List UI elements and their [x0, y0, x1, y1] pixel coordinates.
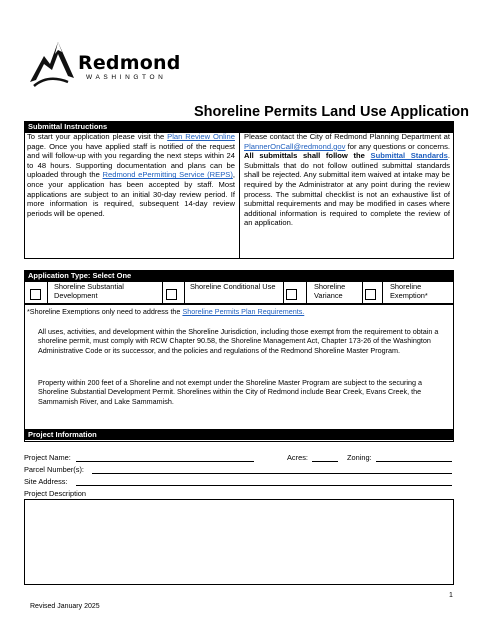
acres-label: Acres: [287, 453, 308, 462]
project-name-field[interactable] [76, 461, 254, 462]
submittal-header-text: Submittal Instructions [28, 122, 108, 131]
checkbox-substantial-development[interactable] [30, 289, 41, 300]
redmond-logo [28, 36, 181, 88]
address-field[interactable] [76, 485, 452, 486]
parcel-field[interactable] [92, 473, 452, 474]
jurisdiction-paragraph: All uses, activities, and development within the Shoreline Jurisdiction, including those exempt from the requirement to obtain a shoreline permit, must comply with RCW Chapter 90.58, the Shoreline Management Act, Chapter 173-26 of the Washington Administrative Code or its successor, and the policies and regulations of the Redmond Shoreline Master Program. [38, 327, 439, 355]
exemption-note: *Shoreline Exemptions only need to address the Shoreline Permits Plan Requirements. [27, 307, 305, 316]
property-paragraph: Property within 200 feet of a Shoreline and not exempt under the Shoreline Master Program are subject to the securing a Shoreline Substantial Development Permit. Shorelines within the City of Redmond include Bear Creek, Evans Creek, the Sammamish River, and Lake Sammamish. [38, 378, 422, 406]
reps-link[interactable]: Redmond ePermitting Service (REPS) [102, 170, 233, 180]
submittal-standards-link[interactable]: Submittal Standards [370, 151, 448, 161]
project-info-header-text: Project Information [28, 430, 97, 439]
submittal-left-text: To start your application please visit the Plan Review Online page. Once you have applied staff is notified of the request and will follow-up with you regarding the next steps within 24 to 48 hours. Supporting documentation and plans can be uploaded through the Redmond ePermitting Service (REPS), once your application has been accepted by staff. Most applications are subject to an initial 30-day review period. If more information is required, subsequent 14-day review periods will be opened. [27, 132, 235, 218]
logo-wordmark: Redmond [78, 52, 181, 74]
planner-email-link[interactable]: PlannerOnCall@redmond.gov [244, 141, 346, 151]
project-description-label: Project Description [24, 489, 87, 498]
shoreline-info-box [24, 304, 454, 442]
address-label: Site Address: [24, 477, 68, 486]
option-conditional-use: Shoreline Conditional Use [190, 282, 276, 291]
acres-field[interactable] [312, 461, 338, 462]
submittal-header [24, 121, 454, 132]
plan-requirements-link[interactable]: Shoreline Permits Plan Requirements. [182, 307, 305, 316]
project-description-box[interactable] [24, 499, 454, 585]
logo-subtitle: WASHINGTON [86, 74, 167, 81]
submittal-section [24, 121, 454, 259]
application-type-header [24, 270, 454, 281]
option-substantial-development: Shoreline Substantial Development [54, 282, 124, 301]
submittal-right-text: Please contact the City of Redmond Planning Department at PlannerOnCall@redmond.gov for any questions or concerns. All submittals shall follow the Submittal Standards. Submittals that do not follow outlined submittal standards shall be rejected. Any submittal item waived at intake may be required by the Administrator at any point during the review process. The submittal checklist is not an exhaustive list of submittal requirements and may be modified in cases where additional information is required to complete the review of an application. [244, 132, 450, 228]
revised-date: Revised January 2025 [30, 603, 100, 610]
zoning-label: Zoning: [347, 453, 372, 462]
checkbox-variance[interactable] [286, 289, 297, 300]
application-type-header-text: Application Type: Select One [28, 271, 132, 280]
plan-review-link[interactable]: Plan Review Online [167, 132, 235, 141]
page-title: Shoreline Permits Land Use Application [194, 104, 470, 120]
checkbox-conditional-use[interactable] [166, 289, 177, 300]
project-info-header [24, 429, 454, 440]
option-variance: Shoreline Variance [314, 282, 346, 301]
project-name-label: Project Name: [24, 453, 71, 462]
submittal-divider [239, 132, 240, 259]
zoning-field[interactable] [376, 461, 452, 462]
option-exemption: Shoreline Exemption* [390, 282, 428, 301]
page-number: 1 [449, 592, 453, 599]
parcel-label: Parcel Number(s): [24, 465, 84, 474]
mountain-logo-icon [28, 36, 76, 88]
checkbox-exemption[interactable] [365, 289, 376, 300]
